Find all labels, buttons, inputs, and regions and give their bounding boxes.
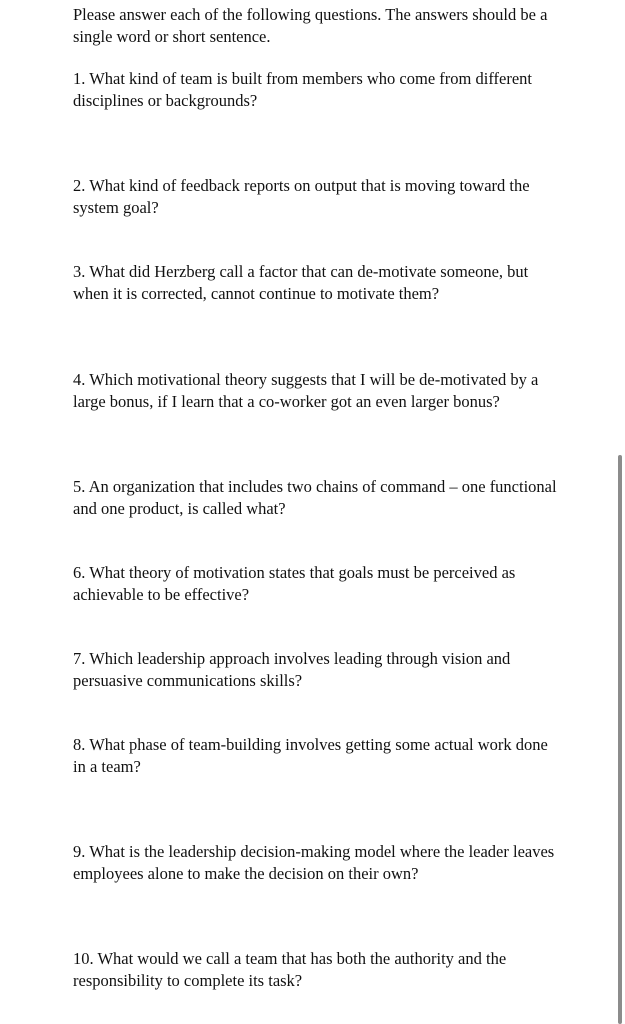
scrollbar-thumb[interactable] — [618, 455, 622, 1024]
question-2: 2. What kind of feedback reports on output that is moving toward the system goal? — [73, 176, 530, 217]
question-7: 7. Which leadership approach involves leading through vision and persuasive communications skills? — [73, 649, 511, 690]
vertical-scrollbar[interactable] — [616, 0, 625, 1024]
question-9: 9. What is the leadership decision-making model where the leader leaves employees alone to make the decision on their own? — [73, 842, 555, 883]
question-8: 8. What phase of team-building involves getting some actual work done in a team? — [73, 735, 548, 776]
question-5: 5. An organization that includes two chains of command – one functional and one product, is called what? — [73, 477, 557, 518]
instructions-text: Please answer each of the following questions. The answers should be a single word or short sentence. — [73, 5, 548, 46]
question-10: 10. What would we call a team that has both the authority and the responsibility to complete its task? — [73, 949, 507, 990]
question-6: 6. What theory of motivation states that goals must be perceived as achievable to be effective? — [73, 563, 516, 604]
question-1: 1. What kind of team is built from members who come from different disciplines or backgrounds? — [73, 69, 532, 110]
question-3: 3. What did Herzberg call a factor that can de-motivate someone, but when it is corrected, cannot continue to motivate them? — [73, 262, 529, 303]
question-4: 4. Which motivational theory suggests that I will be de-motivated by a large bonus, if I learn that a co-worker got an even larger bonus? — [73, 370, 539, 411]
